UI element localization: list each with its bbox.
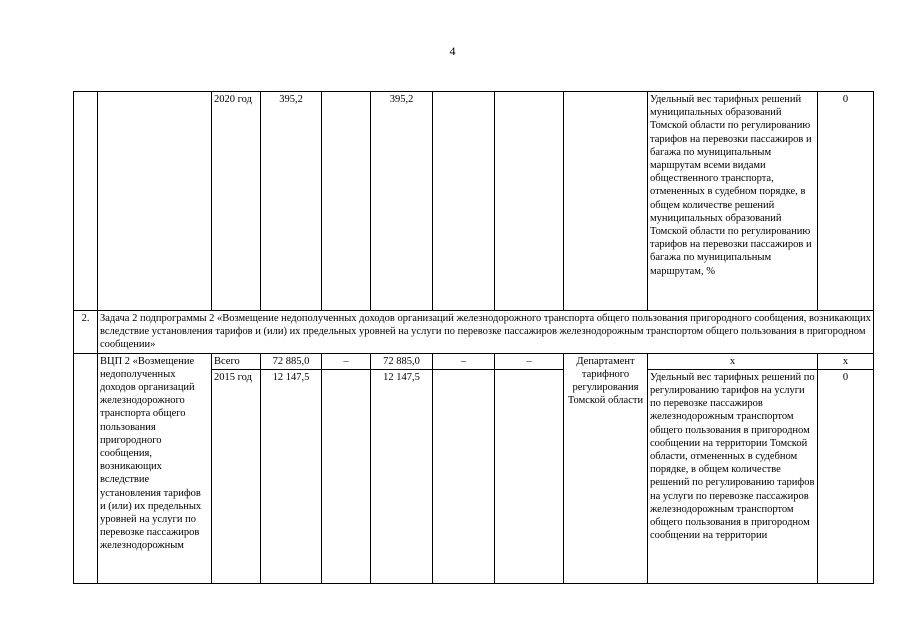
page-number: 4	[449, 44, 456, 58]
total-cell: 12 147,5	[261, 369, 322, 583]
program-table	[73, 91, 874, 584]
year-cell: Всего	[212, 353, 261, 369]
indicator-cell: Удельный вес тарифных решений муниципальных образований Томской области по регулированию тарифов на перевозки пассажиров и багажа по муниципальным маршрутам всеми видами общественного транспорта, отмененных в судебном порядке, в общем количестве решений муниципальных образований Томской области по регулированию тарифов на перевозки пассажиров и багажа по муниципальным маршрутам, %	[648, 92, 818, 311]
other-cell	[495, 92, 564, 311]
other-cell	[495, 369, 564, 583]
local-cell	[433, 92, 495, 311]
local-cell: –	[433, 353, 495, 369]
executor-cell	[564, 92, 648, 311]
task-number: 2.	[74, 311, 98, 354]
other-cell: –	[495, 353, 564, 369]
number-cell	[74, 92, 98, 311]
year-cell: 2015 год	[212, 369, 261, 583]
table-row	[74, 92, 874, 311]
number-cell	[74, 353, 98, 583]
total-cell: 395,2	[261, 92, 322, 311]
task-text: Задача 2 подпрограммы 2 «Возмещение недополученных доходов организаций железнодорожного транспорта общего пользования пригородного сообщения, возникающих вследствие установления тарифов и (или) их предельных уровней на услуги по перевозке пассажиров железнодорожным транспортом общего пользования в пригородном сообщении»	[98, 311, 874, 354]
vcp-name-cell: ВЦП 2 «Возмещение недополученных доходов организаций железнодорожного транспорта общего пользования пригородного сообщения, возникающих вследствие установления тарифов и (или) их предельных уровней на услуги по перевозке пассажиров железнодорожным	[98, 353, 212, 583]
federal-cell: –	[322, 353, 371, 369]
federal-cell	[322, 369, 371, 583]
indicator-cell: Удельный вес тарифных решений по регулированию тарифов на услуги по перевозке пассажиров железнодорожным транспортом общего пользования в пригородном сообщении на территории Томской области, отмененных в судебном порядке, в общем количестве решений по регулированию тарифов на услуги по перевозке пассажиров железнодорожным транспортом общего пользования в пригородном сообщении на территории	[648, 369, 818, 583]
value-cell: 0	[818, 92, 874, 311]
executor-cell: Департамент тарифного регулирования Томской области	[564, 353, 648, 583]
task-row	[74, 311, 874, 354]
value-cell: 0	[818, 369, 874, 583]
name-cell	[98, 92, 212, 311]
budget-cell: 72 885,0	[371, 353, 433, 369]
table-row	[74, 353, 874, 369]
local-cell	[433, 369, 495, 583]
value-cell: x	[818, 353, 874, 369]
federal-cell	[322, 92, 371, 311]
budget-cell: 12 147,5	[371, 369, 433, 583]
indicator-cell: x	[648, 353, 818, 369]
total-cell: 72 885,0	[261, 353, 322, 369]
budget-cell: 395,2	[371, 92, 433, 311]
year-cell: 2020 год	[212, 92, 261, 311]
